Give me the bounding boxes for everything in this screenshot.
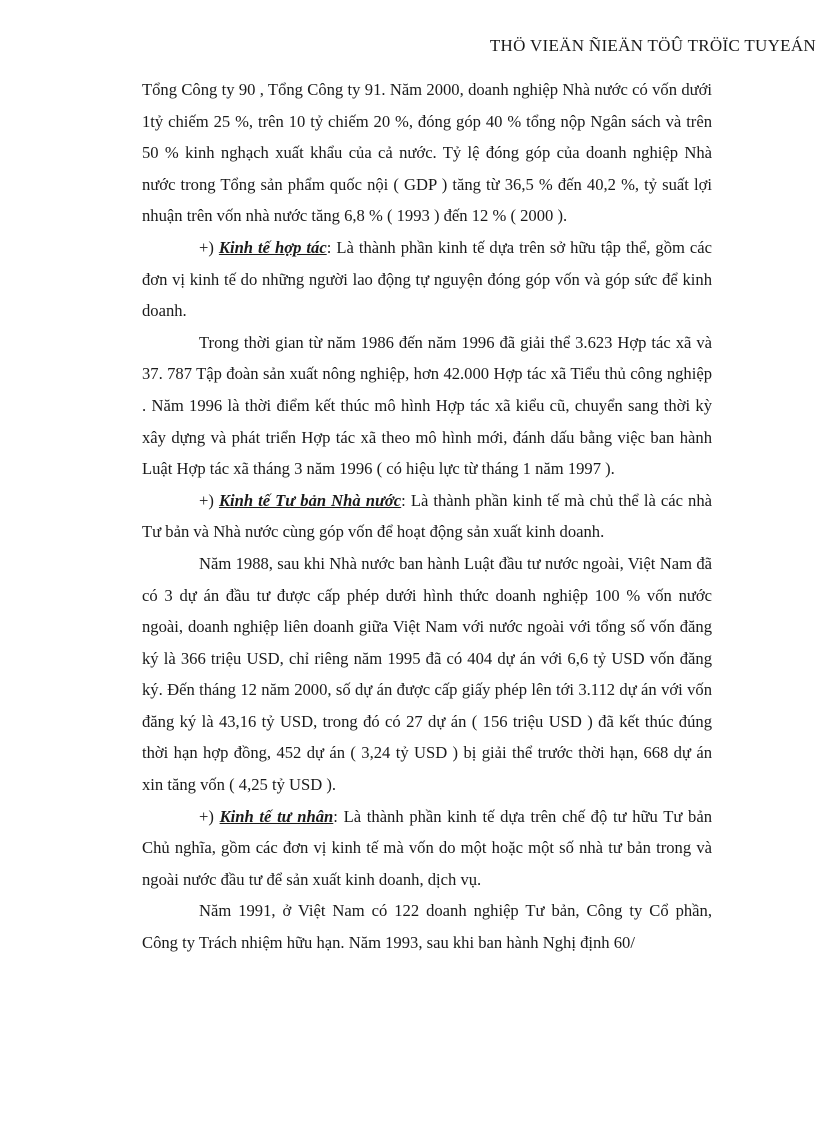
bullet-prefix: +) [199,237,219,257]
paragraph-private-history: Năm 1991, ở Việt Nam có 122 doanh nghiệp Tư bản, Công ty Cổ phần, Công ty Trách nhiệm hữu hạn. Năm 1993, sau khi ban hành Nghị định 60/ [142,901,712,953]
page-header: THÖ VIEÄN ÑIEÄN TÖÛ TRÖÏC TUYEÁN [489,36,816,55]
paragraph-state-capitalism [142,485,712,548]
bullet-prefix: +) [199,806,220,826]
paragraph-cooperative-history: Trong thời gian từ năm 1986 đến năm 1996 đã giải thể 3.623 Hợp tác xã và 37. 787 Tập đoàn sản xuất nông nghiệp, hơn 42.000 Hợp tác xã Tiểu thủ công nghiệp . Năm 1996 là thời điểm kết thúc mô hình Hợp tác xã kiểu cũ, chuyển sang thời kỳ xây dựng và phát triển Hợp tác xã theo mô hình mới, đánh dấu bằng việc ban hành Luật Hợp tác xã tháng 3 năm 1996 ( có hiệu lực từ tháng 1 năm 1997 ). [142,332,712,479]
term-private-economy: Kinh tế tư nhân [219,806,334,826]
document-body [142,74,712,959]
bullet-prefix: +) [199,490,219,510]
paragraph-private-economy [142,801,712,896]
paragraph-cooperative-economy [142,232,712,327]
paragraph-text: : Là thành phần kinh tế dựa trên sở hữu tập thể, gồm các đơn vị kinh tế do những người lao động tự nguyện đóng góp vốn và góp sức để kinh doanh. [142,237,712,321]
paragraph-state-enterprises: Tổng Công ty 90 , Tổng Công ty 91. Năm 2000, doanh nghiệp Nhà nước có vốn dưới 1tỷ chiếm 25 %, trên 10 tỷ chiếm 20 %, đóng góp 40 % tổng nộp Ngân sách và trên 50 % kinh nghạch xuất khẩu của cả nước. Tỷ lệ đóng góp của doanh nghiệp Nhà nước trong Tổng sản phẩm quốc nội ( GDP ) tăng từ 36,5 % đến 40,2 %, tỷ suất lợi nhuận trên vốn nhà nước tăng 6,8 % ( 1993 ) đến 12 % ( 2000 ). [142,80,712,226]
paragraph-text: : Là thành phần kinh tế mà chủ thể là các nhà Tư bản và Nhà nước cùng góp vốn để hoạt động sản xuất kinh doanh. [142,490,712,542]
term-state-capitalism: Kinh tế Tư bản Nhà nước [218,490,402,510]
paragraph-text: : Là thành phần kinh tế dựa trên chế độ tư hữu Tư bản Chủ nghĩa, gồm các đơn vị kinh tế mà vốn do một hoặc một số nhà tư bản trong và ngoài nước đầu tư để sản xuất kinh doanh, dịch vụ. [142,806,712,889]
paragraph-foreign-investment: Năm 1988, sau khi Nhà nước ban hành Luật đầu tư nước ngoài, Việt Nam đã có 3 dự án đầu tư được cấp phép dưới hình thức doanh nghiệp 100 % vốn nước ngoài, doanh nghiệp liên doanh giữa Việt Nam với nước ngoài với tổng số vốn đăng ký là 366 triệu USD, chỉ riêng năm 1995 đã có 404 dự án với 6,6 tỷ USD vốn đăng ký. Đến tháng 12 năm 2000, số dự án được cấp giấy phép lên tới 3.112 dự án với vốn đăng ký là 43,16 tỷ USD, trong đó có 27 dự án ( 156 triệu USD ) đã kết thúc đúng thời hạn hợp đồng, 452 dự án ( 3,24 tỷ USD ) bị giải thể trước thời hạn, 668 dự án xin tăng vốn ( 4,25 tỷ USD ). [142,553,712,795]
term-cooperative-economy: Kinh tế hợp tác [218,237,327,257]
